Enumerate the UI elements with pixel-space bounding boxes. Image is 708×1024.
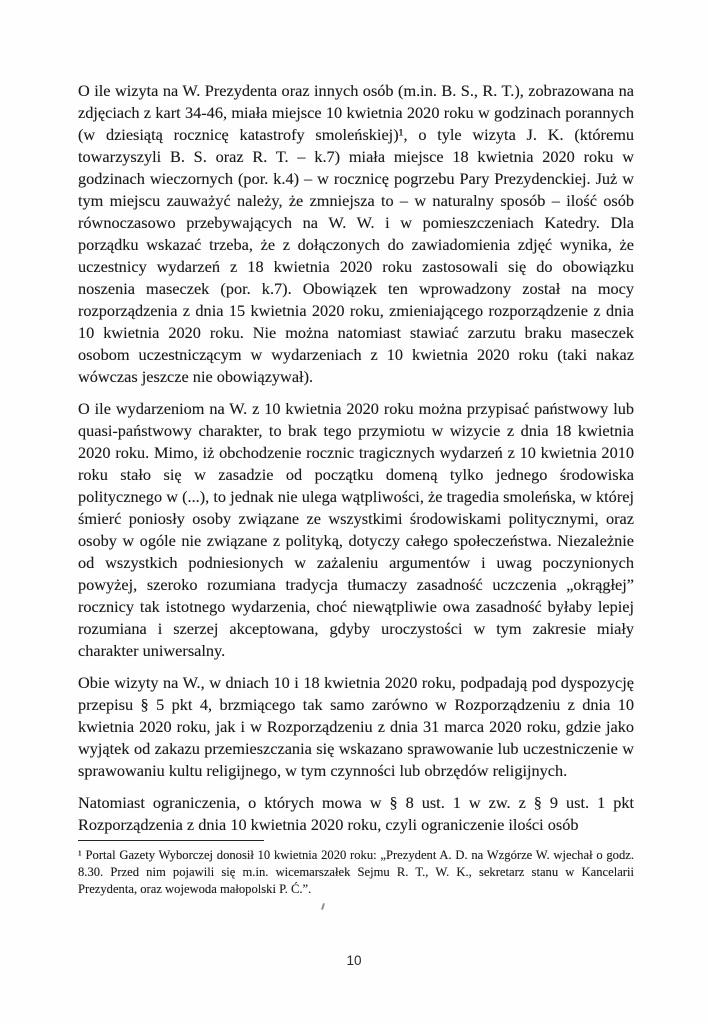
- document-body: [78, 80, 634, 898]
- scan-ink-speck: [321, 903, 325, 910]
- paragraph-state-character: O ile wydarzeniom na W. z 10 kwietnia 2020 roku można przypisać państwowy lub quasi-państwowy charakter, to brak tego przymiotu w wizycie z dnia 18 kwietnia 2020 roku. Mimo, iż obchodzenie rocznic tragicznych wydarzeń z 10 kwietnia 2010 roku stało się w zasadzie od początku domeną tylko jednego środowiska politycznego w (...), to jednak nie ulega wątpliwości, że tragedia smoleńska, w której śmierć poniosły osoby związane ze wszystkimi środowiskami politycznymi, oraz osoby w ogóle nie związane z polityką, dotyczy całego społeczeństwa. Niezależnie od wszystkich podniesionych w zażaleniu argumentów i uwag poczynionych powyżej, szeroko rozumiana tradycja tłumaczy zasadność uczczenia „okrągłej” rocznicy tak istotnego wydarzenia, choć niewątpliwie owa zasadność byłaby lepiej rozumiana i szerzej akceptowana, gdyby uroczystości w tym zakresie miały charakter uniwersalny.: [78, 399, 634, 660]
- paragraph-regulation-par5: Obie wizyty na W., w dniach 10 i 18 kwietnia 2020 roku, podpadają pod dyspozycję przepisu § 5 pkt 4, brzmiącego tak samo zarówno w Rozporządzeniu z dnia 10 kwietnia 2020 roku, jak i w Rozporządzeniu z dnia 31 marca 2020 roku, gdzie jako wyjątek od zakazu przemieszczania się wskazano sprawowanie lub uczestniczenie w sprawowaniu kultu religijnego, w tym czynności lub obrzędów religijnych.: [78, 673, 634, 780]
- footnote-separator-rule: [78, 840, 264, 841]
- footnote-text: ¹ Portal Gazety Wyborczej donosił 10 kwietnia 2020 roku: „Prezydent A. D. na Wzgórze W. wjechał o godz. 8.30. Przed nim pojawili się m.in. wicemarszałek Sejmu R. T., W. K., sekretarz stanu w Kancelarii Prezydenta, oraz wojewoda małopolski P. Ć.”.: [78, 848, 634, 896]
- paragraph-visit-description: O ile wizyta na W. Prezydenta oraz innych osób (m.in. B. S., R. T.), zobrazowana na zdjęciach z kart 34-46, miała miejsce 10 kwietnia 2020 roku w godzinach porannych (w dziesiątą rocznicę katastrofy smoleńskiej)¹, o tyle wizyta J. K. (któremu towarzyszyli B. S. oraz R. T. – k.7) miała miejsce 18 kwietnia 2020 roku w godzinach wieczornych (por. k.4) – w rocznicę pogrzebu Pary Prezydenckiej. Już w tym miejscu zauważyć należy, że zmniejsza to – w naturalny sposób – ilość osób równoczasowo przebywających na W. W. i w pomieszczeniach Katedry. Dla porządku wskazać trzeba, że z dołączonych do zawiadomienia zdjęć wynika, że uczestnicy wydarzeń z 18 kwietnia 2020 roku zastosowali się do obowiązku noszenia maseczek (por. k.7). Obowiązek ten wprowadzony został na mocy rozporządzenia z dnia 15 kwietnia 2020 roku, zmieniającego rozporządzenie z dnia 10 kwietnia 2020 roku. Nie można natomiast stawiać zarzutu braku maseczek osobom uczestniczącym w wydarzeniach z 10 kwietnia 2020 roku (taki nakaz wówczas jeszcze nie obowiązywał).: [78, 81, 634, 386]
- footnote-area: [78, 840, 634, 898]
- page-number: 10: [346, 953, 362, 968]
- paragraph-limitations: Natomiast ograniczenia, o których mowa w § 8 ust. 1 w zw. z § 9 ust. 1 pkt Rozporządzenia z dnia 10 kwietnia 2020 roku, czyli ograniczenie ilości osób: [78, 793, 634, 834]
